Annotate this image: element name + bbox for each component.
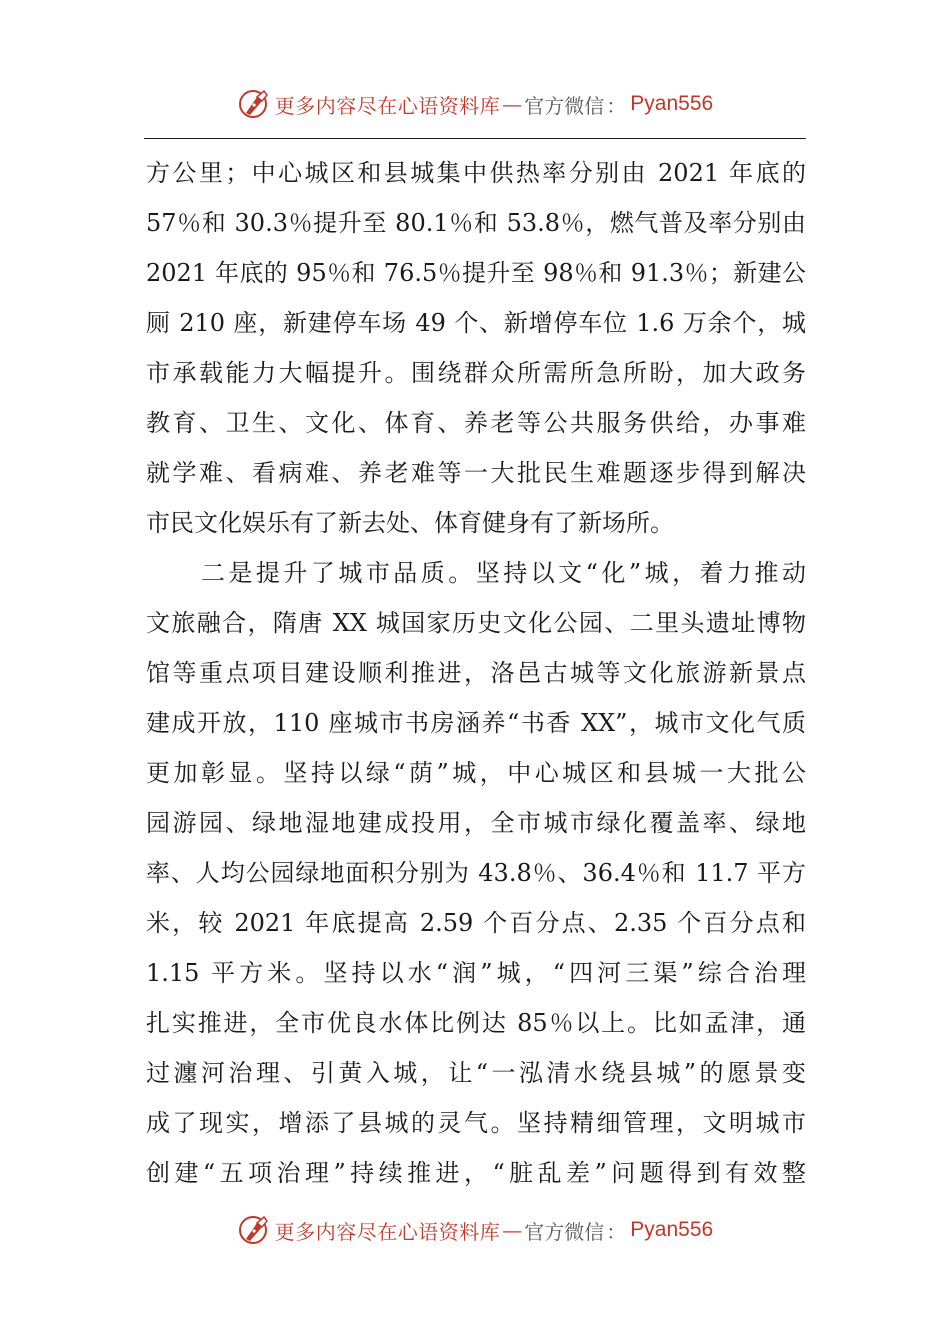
text-line: 厕 210 座，新建停车场 49 个、新增停车位 1.6 万余个，城	[146, 309, 806, 337]
footer-dash: —	[502, 1218, 523, 1242]
text-line: 成了现实，增添了县城的灵气。坚持精细管理，文明城市	[146, 1109, 806, 1137]
text-line: 市承载能力大幅提升。围绕群众所需所急所盼，加大政务	[146, 359, 806, 387]
text-line: 57％和 30.3％提升至 80.1％和 53.8％，燃气普及率分别由	[146, 209, 806, 237]
text-line: 扎实推进，全市优良水体比例达 85％以上。比如孟津，通	[146, 1009, 806, 1037]
header-divider	[144, 138, 806, 139]
text-line: 馆等重点项目建设顺利推进，洛邑古城等文化旅游新景点	[146, 659, 806, 687]
text-line: 2021 年底的 95％和 76.5％提升至 98％和 91.3％；新建公	[146, 259, 806, 287]
text-line: 米，较 2021 年底提高 2.59 个百分点、2.35 个百分点和	[146, 909, 806, 937]
document-body	[146, 148, 806, 1198]
text-line: 更加彰显。坚持以绿“荫”城，中心城区和县城一大批公	[146, 759, 806, 787]
text-line: 1.15 平方米。坚持以水“润”城，“四河三渠”综合治理	[146, 959, 806, 987]
footer-banner	[0, 1210, 950, 1250]
text-line: 文旅融合，隋唐 XX 城国家历史文化公园、二里头遗址博物	[146, 609, 806, 637]
footer-label: 官方微信	[524, 1219, 605, 1244]
footer-banner-text	[275, 1216, 713, 1245]
text-line: 率、人均公园绿地面积分别为 43.8％、36.4％和 11.7 平方	[146, 859, 806, 887]
text-line: 教育、卫生、文化、体育、养老等公共服务供给，办事难	[146, 409, 806, 437]
text-line: 创建“五项治理”持续推进，“脏乱差”问题得到有效整	[146, 1159, 806, 1187]
text-line: 建成开放，110 座城市书房涵养“书香 XX”，城市文化气质	[146, 709, 806, 737]
pen-nib-logo-icon	[237, 1213, 271, 1247]
header-wechat-id: Pyan556	[630, 92, 714, 115]
footer-lead: 更多内容尽在心语资料库	[274, 1219, 501, 1244]
header-label: 官方微信	[524, 93, 605, 118]
pen-nib-logo-icon	[237, 87, 271, 121]
text-line: 二是提升了城市品质。坚持以文“化”城，着力推动	[146, 559, 806, 587]
header-banner	[0, 84, 950, 124]
header-sep: ：	[606, 93, 627, 118]
text-line: 方公里；中心城区和县城集中供热率分别由 2021 年底的	[146, 159, 806, 187]
header-banner-text	[275, 90, 713, 119]
text-line: 园游园、绿地湿地建成投用，全市城市绿化覆盖率、绿地	[146, 809, 806, 837]
header-lead: 更多内容尽在心语资料库	[274, 93, 501, 118]
text-line: 过瀍河治理、引黄入城，让“一泓清水绕县城”的愿景变	[146, 1059, 806, 1087]
text-line: 市民文化娱乐有了新去处、体育健身有了新场所。	[146, 509, 674, 537]
header-dash: —	[502, 92, 523, 116]
text-line: 就学难、看病难、养老难等一大批民生难题逐步得到解决	[146, 459, 806, 487]
footer-wechat-id: Pyan556	[630, 1218, 714, 1241]
footer-sep: ：	[606, 1219, 627, 1244]
